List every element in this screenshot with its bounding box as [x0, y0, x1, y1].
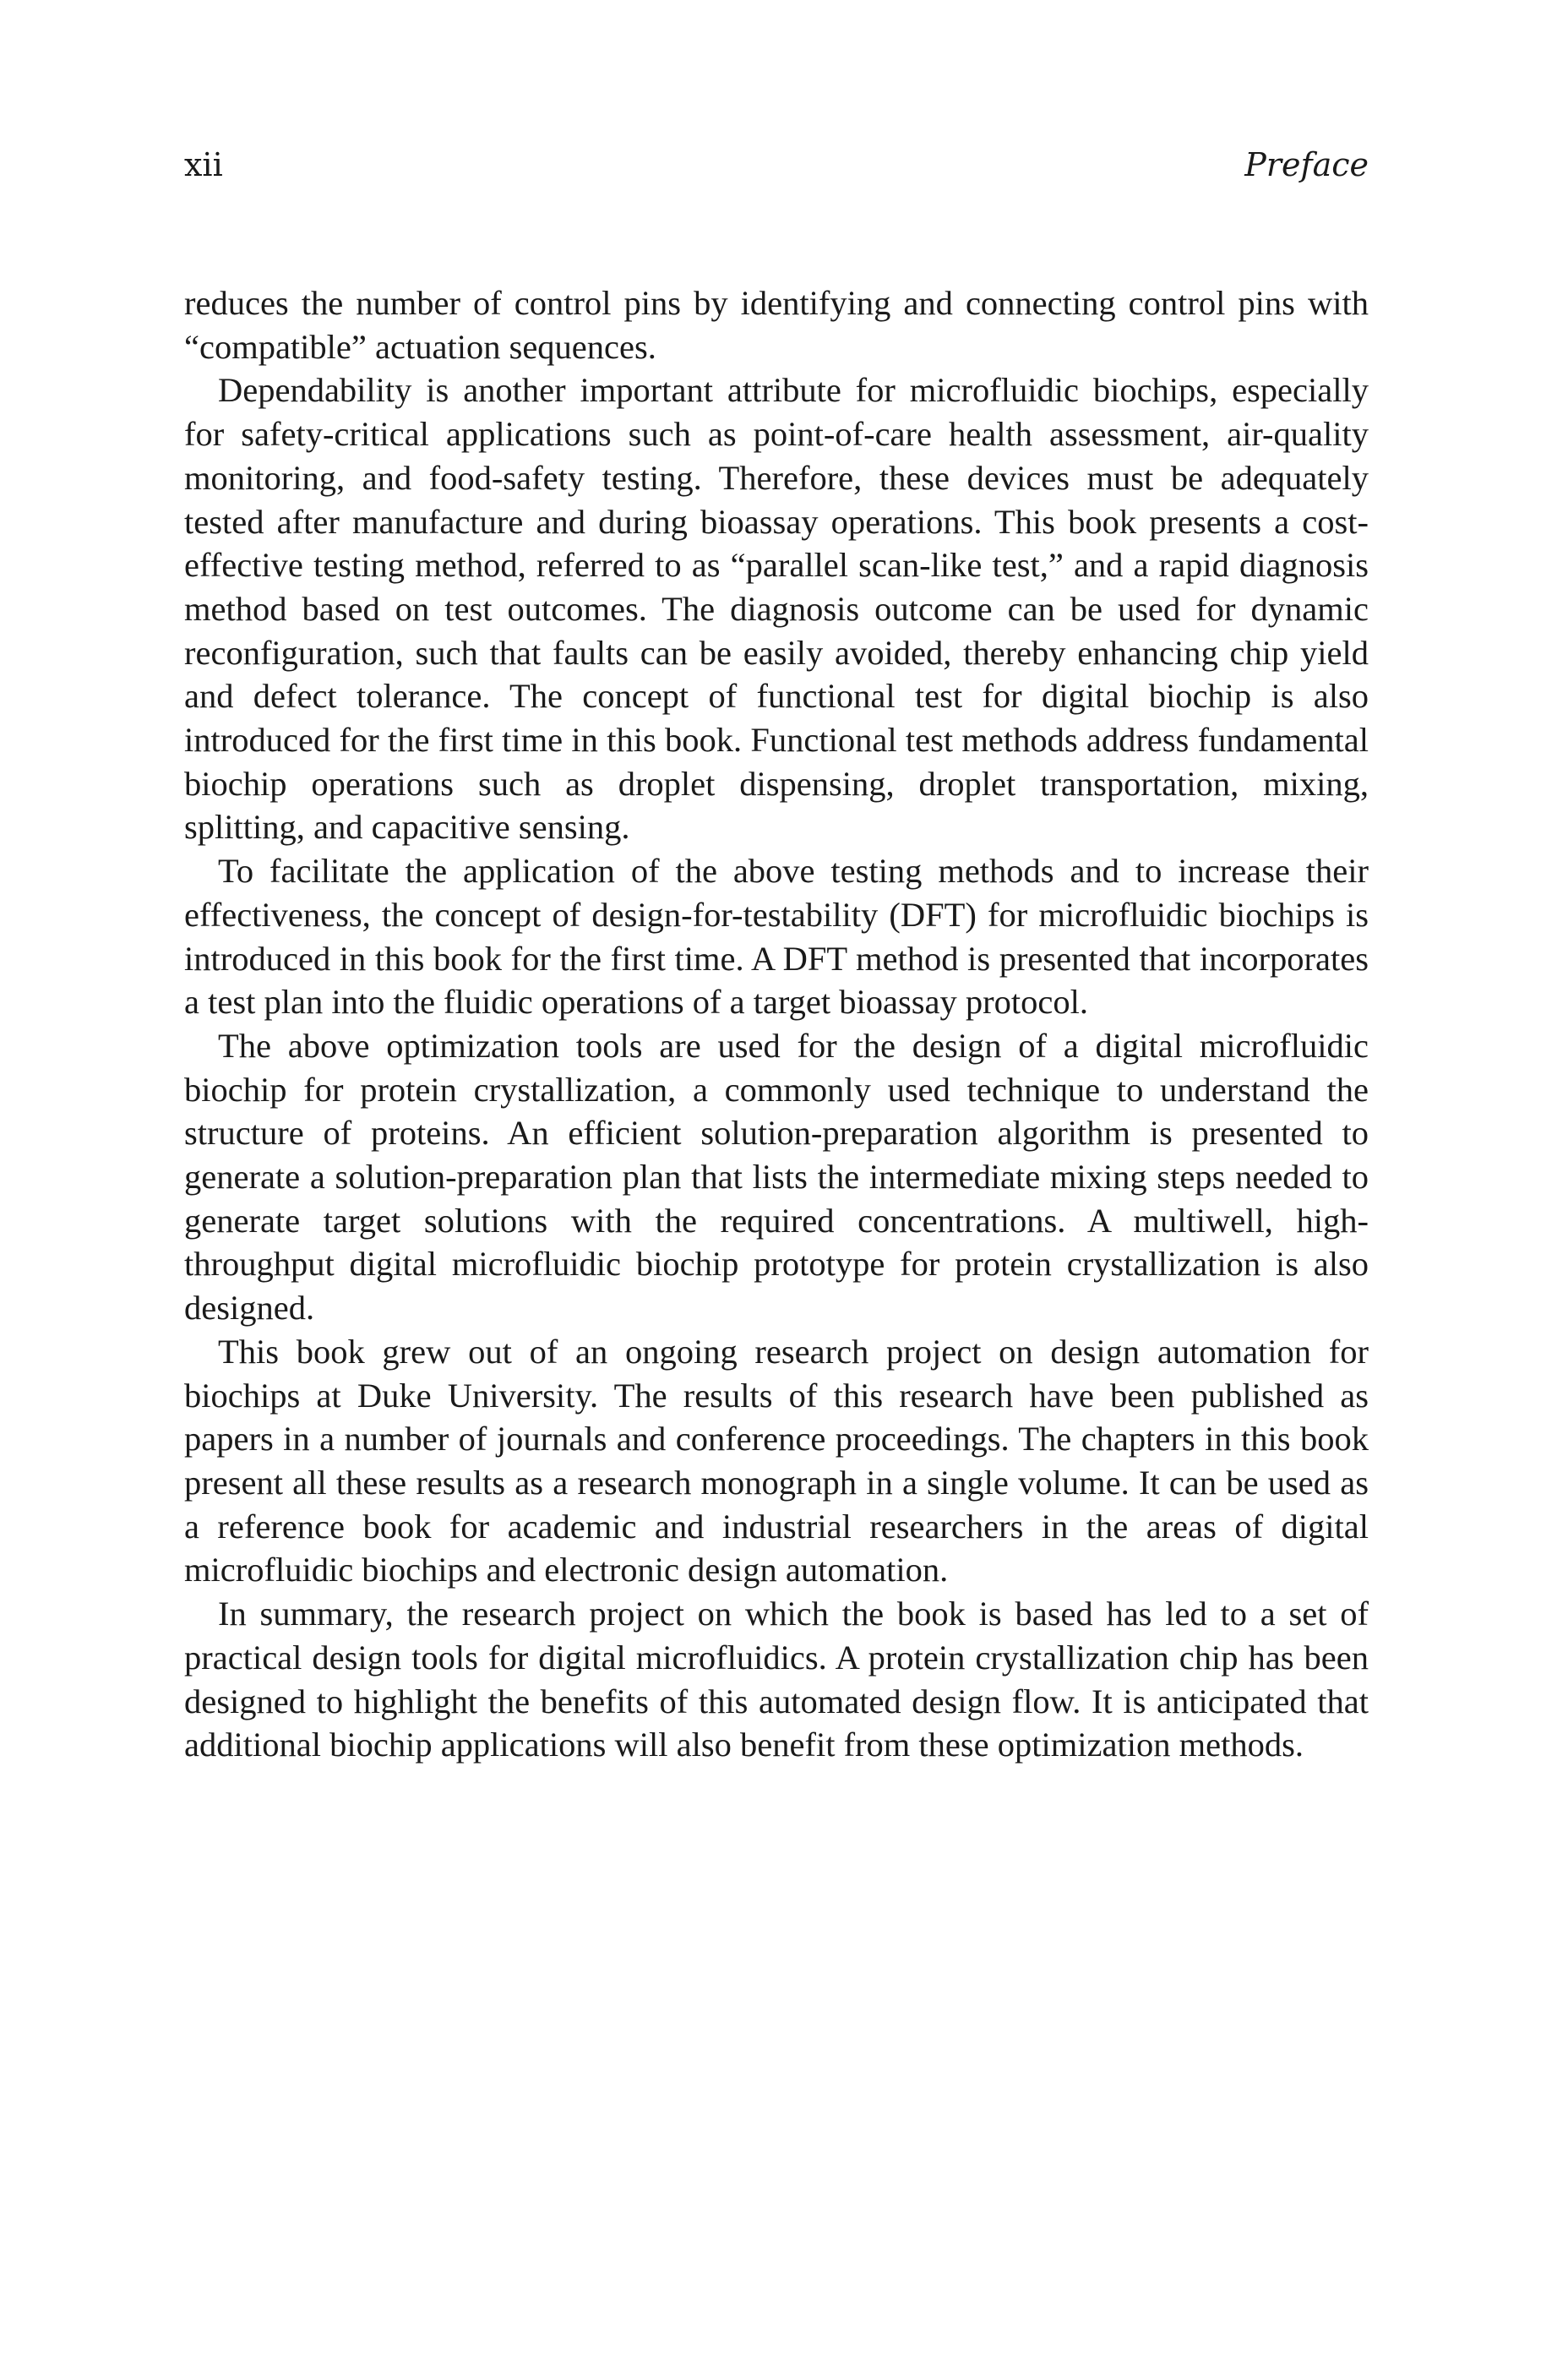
paragraph-book-origin: This book grew out of an ongoing research project on design automation for biochips at Duke University. The results of this research have been published as papers in a number of journals and conference proceedings. The chapters in this book present all these results as a research monograph in a single volume. It can be used as a reference book for academic and industrial researchers in the areas of digital microfluidic biochips and electronic design automation.	[184, 1332, 1369, 1589]
paragraph-protein-crystallization: The above optimization tools are used for the design of a digital microfluidic biochip for protein crystallization, a commonly used technique to understand the structure of proteins. An efficient solution-preparation algorithm is presented to generate a solution-preparation plan that lists the intermediate mixing steps needed to generate target solutions with the required concentrations. A multiwell, high-throughput digital microfluidic biochip prototype for protein crystallization is also designed.	[184, 1026, 1369, 1328]
paragraph-design-for-testability: To facilitate the application of the above testing methods and to increase their effectiveness, the concept of design-for-testability (DFT) for microfluidic biochips is introduced in this book for the first time. A DFT method is presented that incorporates a test plan into the fluidic operations of a target bioassay protocol.	[184, 852, 1369, 1022]
page-number: xii	[184, 146, 223, 183]
paragraph-dependability: Dependability is another important attribute for microfluidic biochips, especially for safety-critical applications such as point-of-care health assessment, air-quality monitoring, and food-safety testing. Therefore, these devices must be adequately tested after manufacture and during bioassay operations. This book presents a cost-effective testing method, referred to as “parallel scan-like test,” and a rapid diagnosis method based on test outcomes. The diagnosis outcome can be used for dynamic reconfiguration, such that faults can be easily avoided, thereby enhancing chip yield and defect tolerance. The concept of functional test for digital biochip is also introduced for the first time in this book. Functional test methods address fundamental biochip operations such as droplet dispensing, droplet transportation, mixing, splitting, and capacitive sensing.	[184, 371, 1369, 847]
running-title: Preface	[1244, 146, 1369, 183]
running-head	[184, 139, 1369, 190]
paragraph-summary: In summary, the research project on which the book is based has led to a set of practical design tools for digital microfluidics. A protein crystallization chip has been designed to highlight the benefits of this automated design flow. It is anticipated that additional biochip applications will also benefit from these optimization methods.	[184, 1595, 1369, 1764]
paragraph-continued: reduces the number of control pins by identifying and connecting control pins with “compatible” actuation sequences.	[184, 284, 1369, 366]
body-text	[184, 281, 1369, 1767]
